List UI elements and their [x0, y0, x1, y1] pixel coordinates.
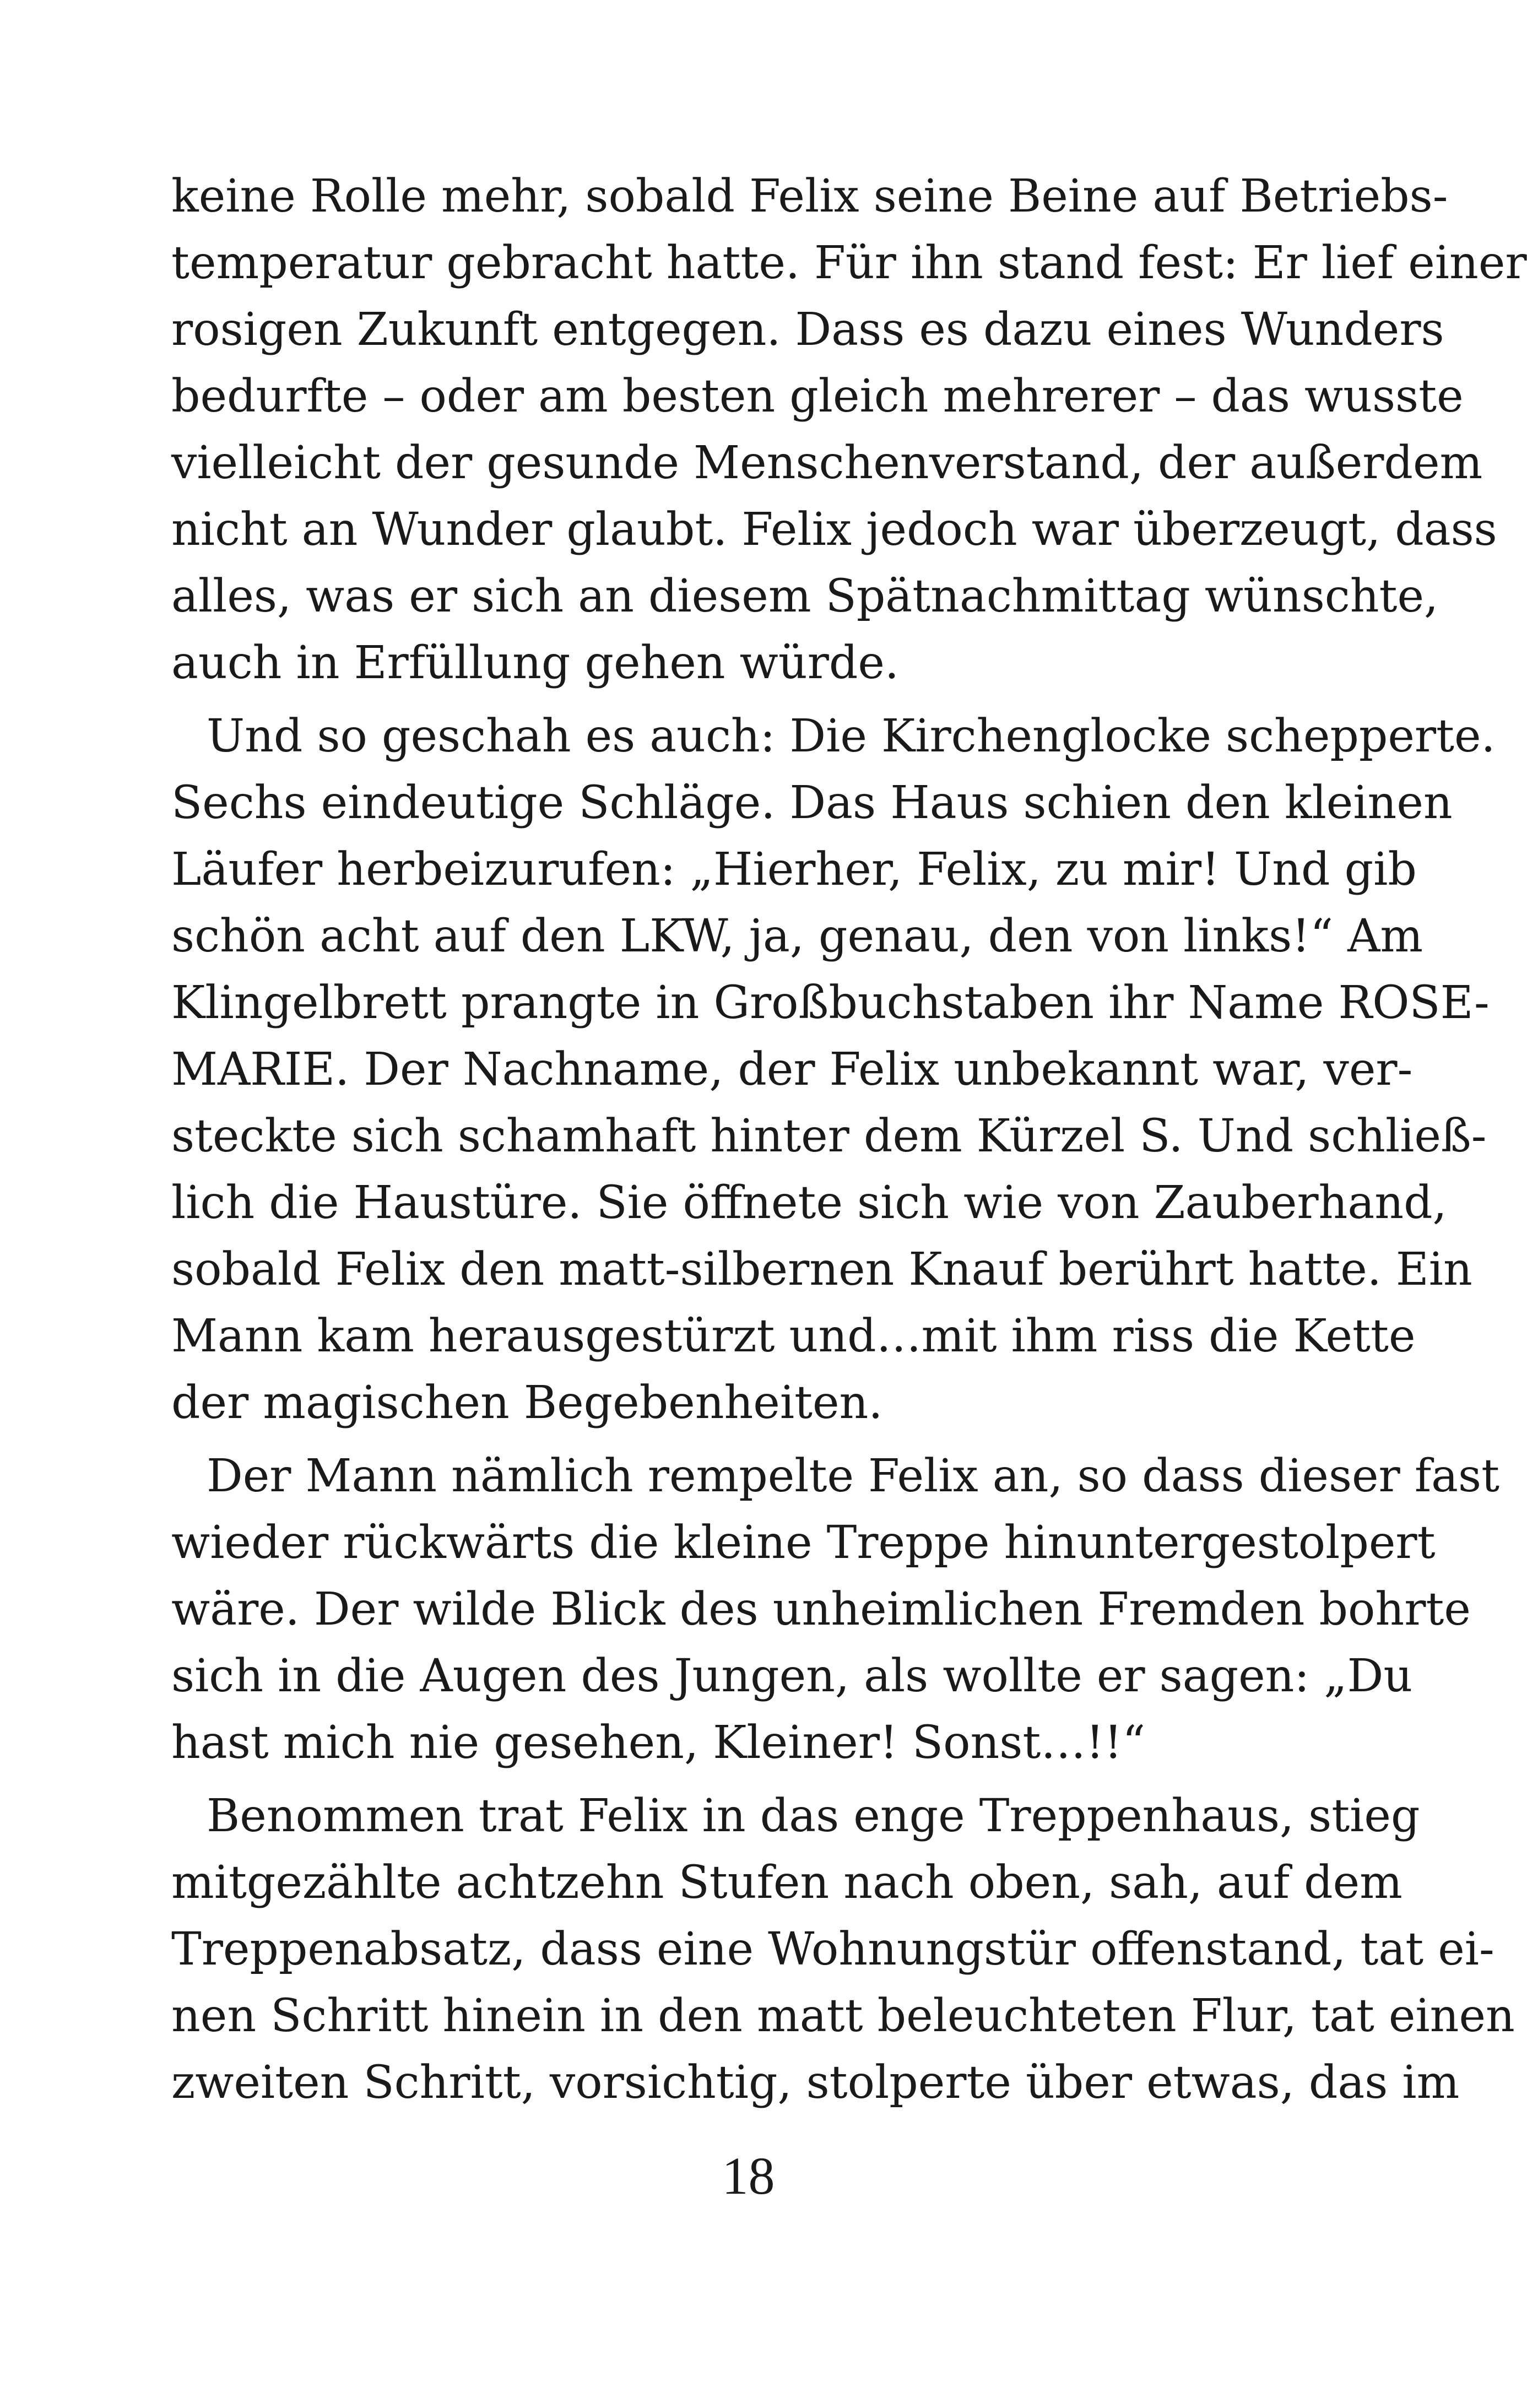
text-line: sobald Felix den matt-silbernen Knauf berührt hatte. Ein: [171, 1243, 1472, 1296]
body-text: [171, 163, 1527, 2116]
text-line: hast mich nie gesehen, Kleiner! Sonst…!!“: [171, 1717, 1146, 1769]
text-line: keine Rolle mehr, sobald Felix seine Beine auf Betriebs-: [171, 170, 1448, 223]
text-line: mitgezählte achtzehn Stufen nach oben, sah, auf dem: [171, 1857, 1403, 1909]
text-line: Mann kam herausgestürzt und…mit ihm riss die Kette: [171, 1310, 1416, 1362]
text-line: Klingelbrett prangte in Großbuchstaben ihr Name ROSE-: [171, 977, 1490, 1029]
text-line: auch in Erfüllung gehen würde.: [171, 637, 899, 689]
text-line: wäre. Der wilde Blick des unheimlichen Fremden bohrte: [171, 1583, 1471, 1636]
text-line: schön acht auf den LKW, ja, genau, den von links!“ Am: [171, 910, 1423, 962]
text-line: Treppenabsatz, dass eine Wohnungstür offenstand, tat ei-: [171, 1923, 1494, 1976]
page-number: 18: [722, 2146, 775, 2205]
text-line: Und so geschah es auch: Die Kirchenglocke schepperte.: [207, 710, 1496, 762]
text-line: nicht an Wunder glaubt. Felix jedoch war überzeugt, dass: [171, 504, 1497, 556]
text-line: der magischen Begebenheiten.: [171, 1377, 883, 1429]
text-line: bedurfte – oder am besten gleich mehrerer – das wusste: [171, 370, 1464, 423]
text-line: Benommen trat Felix in das enge Treppenhaus, stieg: [207, 1790, 1420, 1842]
text-line: nen Schritt hinein in den matt beleuchteten Flur, tat einen: [171, 1990, 1515, 2042]
text-line: steckte sich schamhaft hinter dem Kürzel S. Und schließ-: [171, 1110, 1487, 1162]
paragraph-gap: [171, 1436, 1351, 1443]
text-line: lich die Haustüre. Sie öffnete sich wie von Zauberhand,: [171, 1177, 1447, 1229]
text-line: zweiten Schritt, vorsichtig, stolperte über etwas, das im: [171, 2057, 1460, 2109]
text-line: Läufer herbeizurufen: „Hierher, Felix, zu mir! Und gib: [171, 843, 1417, 896]
paragraph-gap: [171, 696, 1351, 703]
text-line: Sechs eindeutige Schläge. Das Haus schien den kleinen: [171, 777, 1453, 829]
text-line: alles, was er sich an diesem Spätnachmittag wünschte,: [171, 570, 1439, 623]
text-line: sich in die Augen des Jungen, als wollte er sagen: „Du: [171, 1650, 1413, 1702]
text-line: rosigen Zukunft entgegen. Dass es dazu eines Wunders: [171, 304, 1444, 356]
text-line: vielleicht der gesunde Menschenverstand, der außerdem: [171, 437, 1483, 489]
text-line: wieder rückwärts die kleine Treppe hinuntergestolpert: [171, 1517, 1436, 1569]
text-line: MARIE. Der Nachname, der Felix unbekannt war, ver-: [171, 1043, 1413, 1096]
paragraph-gap: [171, 1776, 1351, 1783]
text-line: temperatur gebracht hatte. Für ihn stand fest: Er lief einer: [171, 237, 1527, 289]
text-line: Der Mann nämlich rempelte Felix an, so dass dieser fast: [207, 1450, 1500, 1502]
